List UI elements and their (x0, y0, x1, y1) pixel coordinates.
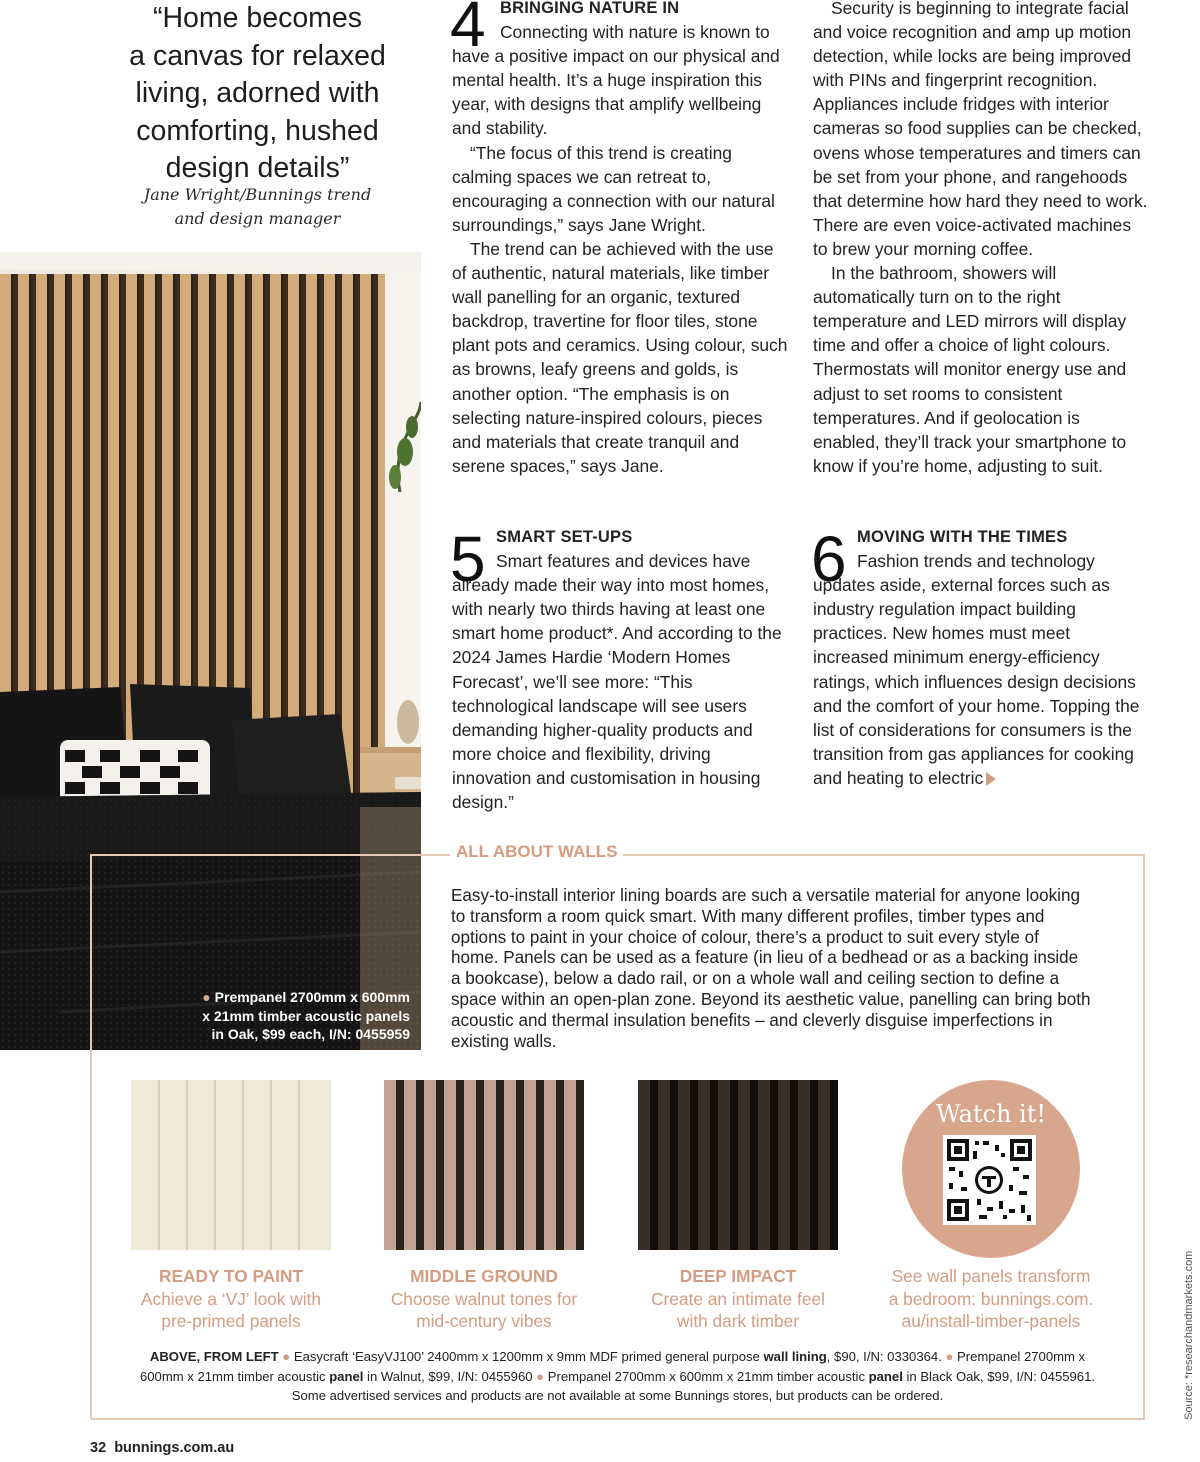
tile-title: READY TO PAINT (158, 1266, 304, 1286)
products-caption (130, 1347, 1105, 1406)
section-5-column (452, 525, 788, 814)
tile-vj-panel (131, 1080, 331, 1250)
tile-desc: pre-primed panels (161, 1311, 301, 1331)
section-4-para: Connecting with nature is known to have a positive impact on our physical and mental health. It’s a huge inspiration this year, with designs that amplify wellbeing and stability. (452, 22, 780, 139)
attribution-line: Jane Wright/Bunnings trend (143, 185, 372, 204)
caption-item-bold: panel (868, 1368, 903, 1384)
caption-bullet: ● (536, 1368, 545, 1384)
caption-line: Prempanel 2700mm x 600mm (214, 989, 410, 1005)
black-oak-panel-swatch (638, 1080, 838, 1250)
quote-line: “Home becomes (152, 2, 363, 34)
right-column-para: In the bathroom, showers will automatically turn on to the right temperature and LED mirrors will display time and offer a choice of light colours. Thermostats will monitor energy use and adjust to set rooms to consistent temperatures. And if geolocation is enabled, they’ll track your smartphone to know if you’re home, adjusting to suit. (813, 263, 1127, 476)
vj-panel-swatch (131, 1080, 331, 1250)
quote-line: living, adorned with (135, 77, 380, 110)
tile-desc: mid-century vibes (416, 1311, 552, 1331)
tile-desc: Create an intimate feel (651, 1288, 825, 1309)
quote-line: comforting, hushed (136, 114, 379, 147)
caption-item: in Walnut, $99, I/N: 0455960 (367, 1368, 533, 1384)
caption-item: in Black Oak, $99, I/N: 0455961. Some advertised services and products are not available at some Bunnings stores, but products can be ordered. (291, 1368, 1096, 1403)
tile-desc: Achieve a ‘VJ’ look with (141, 1288, 321, 1309)
tile-label-ready-to-paint (111, 1265, 351, 1333)
caption-item-bold: panel (329, 1368, 364, 1384)
section-6-column (813, 525, 1149, 790)
tile-desc: Choose walnut tones for (390, 1288, 578, 1309)
right-column-para: Security is beginning to integrate facial and voice recognition and amp up motion detection, while locks are being improved with PINs and fingerprint recognition. Appliances include fridges with interior cameras so food supplies can be checked, ovens whose temperatures and timers can be set from your phone, and rangehoods that determine how hard they need to work. There are even voice-activated machines to brew your morning coffee. (813, 0, 1148, 259)
watch-link-line: See wall panels transform (891, 1266, 1091, 1286)
walls-tag: ALL ABOUT WALLS (450, 842, 623, 862)
caption-line: panels (365, 1007, 410, 1024)
tile-title: DEEP IMPACT (679, 1266, 797, 1286)
section-4-column (452, 0, 788, 478)
section-5-header (450, 523, 788, 595)
pull-quote (100, 0, 415, 188)
qr-code-graphic (943, 1135, 1036, 1225)
quote-line: design details” (165, 152, 350, 185)
quote-line: a canvas for relaxed (129, 39, 386, 72)
section-4-title: BRINGING NATURE IN (500, 0, 680, 17)
caption-item: Easycraft ‘EasyVJ100’ 2400mm x 1200mm x 9mm MDF primed general purpose (293, 1349, 760, 1364)
qr-code-icon[interactable] (943, 1135, 1036, 1225)
page-footer (90, 1440, 234, 1456)
watch-it-label: Watch it! (935, 1100, 1047, 1128)
caption-item: , $90, I/N: 0330364. (826, 1349, 942, 1364)
page-number: 32 (90, 1440, 107, 1456)
caption-item-bold: wall lining (763, 1349, 827, 1364)
caption-bullet: ● (202, 989, 211, 1005)
tile-walnut-panel (384, 1080, 584, 1250)
continue-arrow-icon (986, 772, 996, 786)
section-6-header (811, 523, 1149, 595)
watch-it-text (871, 1265, 1111, 1333)
section-4-number: 4 (450, 0, 486, 60)
walnut-panel-swatch (384, 1080, 584, 1250)
caption-line: x 21mm timber acoustic (202, 1007, 362, 1024)
tile-label-middle-ground (364, 1265, 604, 1333)
section-6-para: Fashion trends and technology updates aside, external forces such as industry regulation impact building practices. New homes must meet increased minimum energy-efficiency ratings, which influences design decisions and the comfort of your home. Topping the list of considerations for consumers is the transition from gas appliances for cooking and heating to electric (813, 551, 1140, 788)
tile-black-oak-panel (638, 1080, 838, 1250)
caption-lead: ABOVE, FROM LEFT (149, 1349, 279, 1364)
tile-label-deep-impact (618, 1265, 858, 1333)
right-column-top (813, 0, 1149, 478)
watch-link-line[interactable]: au/install-timber-panels (901, 1311, 1081, 1331)
caption-item: Prempanel 2700mm x 600mm x 21mm timber acoustic (547, 1368, 865, 1384)
caption-bullet: ● (282, 1349, 291, 1364)
caption-bullet: ● (945, 1349, 954, 1364)
section-6-number: 6 (811, 523, 847, 595)
section-6-title: MOVING WITH THE TIMES (857, 528, 1068, 546)
caption-item: Prempanel 2700mm x 600mm x 21mm timber acoustic (139, 1349, 1086, 1384)
section-4-para: “The focus of this trend is creating calming spaces we can retreat to, encouraging a connection with our natural surroundings,” says Jane Wright. (452, 142, 775, 235)
section-4-para: The trend can be achieved with the use of authentic, natural materials, like timber wall panelling for an organic, textured backdrop, travertine for floor tiles, stone plant pots and ceramics. Using colour, such as browns, leafy greens and golds, is another option. “The emphasis is on selecting nature-inspired colours, pieces and materials that create tranquil and serene spaces,” says Jane. (452, 238, 788, 476)
attribution-line: and design manager (174, 209, 341, 228)
footer-site-link[interactable]: bunnings.com.au (114, 1440, 235, 1456)
caption-line: in Oak, $99 each, I/N: 0455959 (211, 1026, 410, 1042)
section-5-para: Smart features and devices have already made their way into most homes, with nearly two thirds having at least one smart home product*. And according to the 2024 James Hardie ‘Modern Homes Forecast’, we’ll see more: “This technological landscape will see users demanding higher-quality products and more choice and flexibility, driving innovation and customisation in housing design.” (452, 551, 782, 813)
walls-body: Easy-to-install interior lining boards are such a versatile material for anyone looking to transform a room quick smart. With many different profiles, timber types and options to paint in your choice of colour, there’s a product to suit every style of home. Panels can be used as a feature (in lieu of a bedhead or as a backing inside a bookcase), below a dado rail, or on a whole wall and ceiling section to define a space within an open-plan zone. Beyond its aesthetic value, panelling can bring both acoustic and thermal insulation benefits – and cleverly disguise imperfections in existing walls. (451, 886, 1091, 1051)
section-5-title: SMART SET-UPS (496, 528, 633, 546)
quote-attribution (110, 183, 405, 231)
section-5-number: 5 (450, 523, 486, 595)
tile-desc: with dark timber (677, 1311, 799, 1331)
tile-title: MIDDLE GROUND (410, 1266, 558, 1286)
source-note: Source: *researchandmarkets.com (1183, 1250, 1195, 1420)
section-4-header (450, 0, 788, 60)
watch-link-line[interactable]: a bedroom: bunnings.com. (888, 1288, 1094, 1309)
